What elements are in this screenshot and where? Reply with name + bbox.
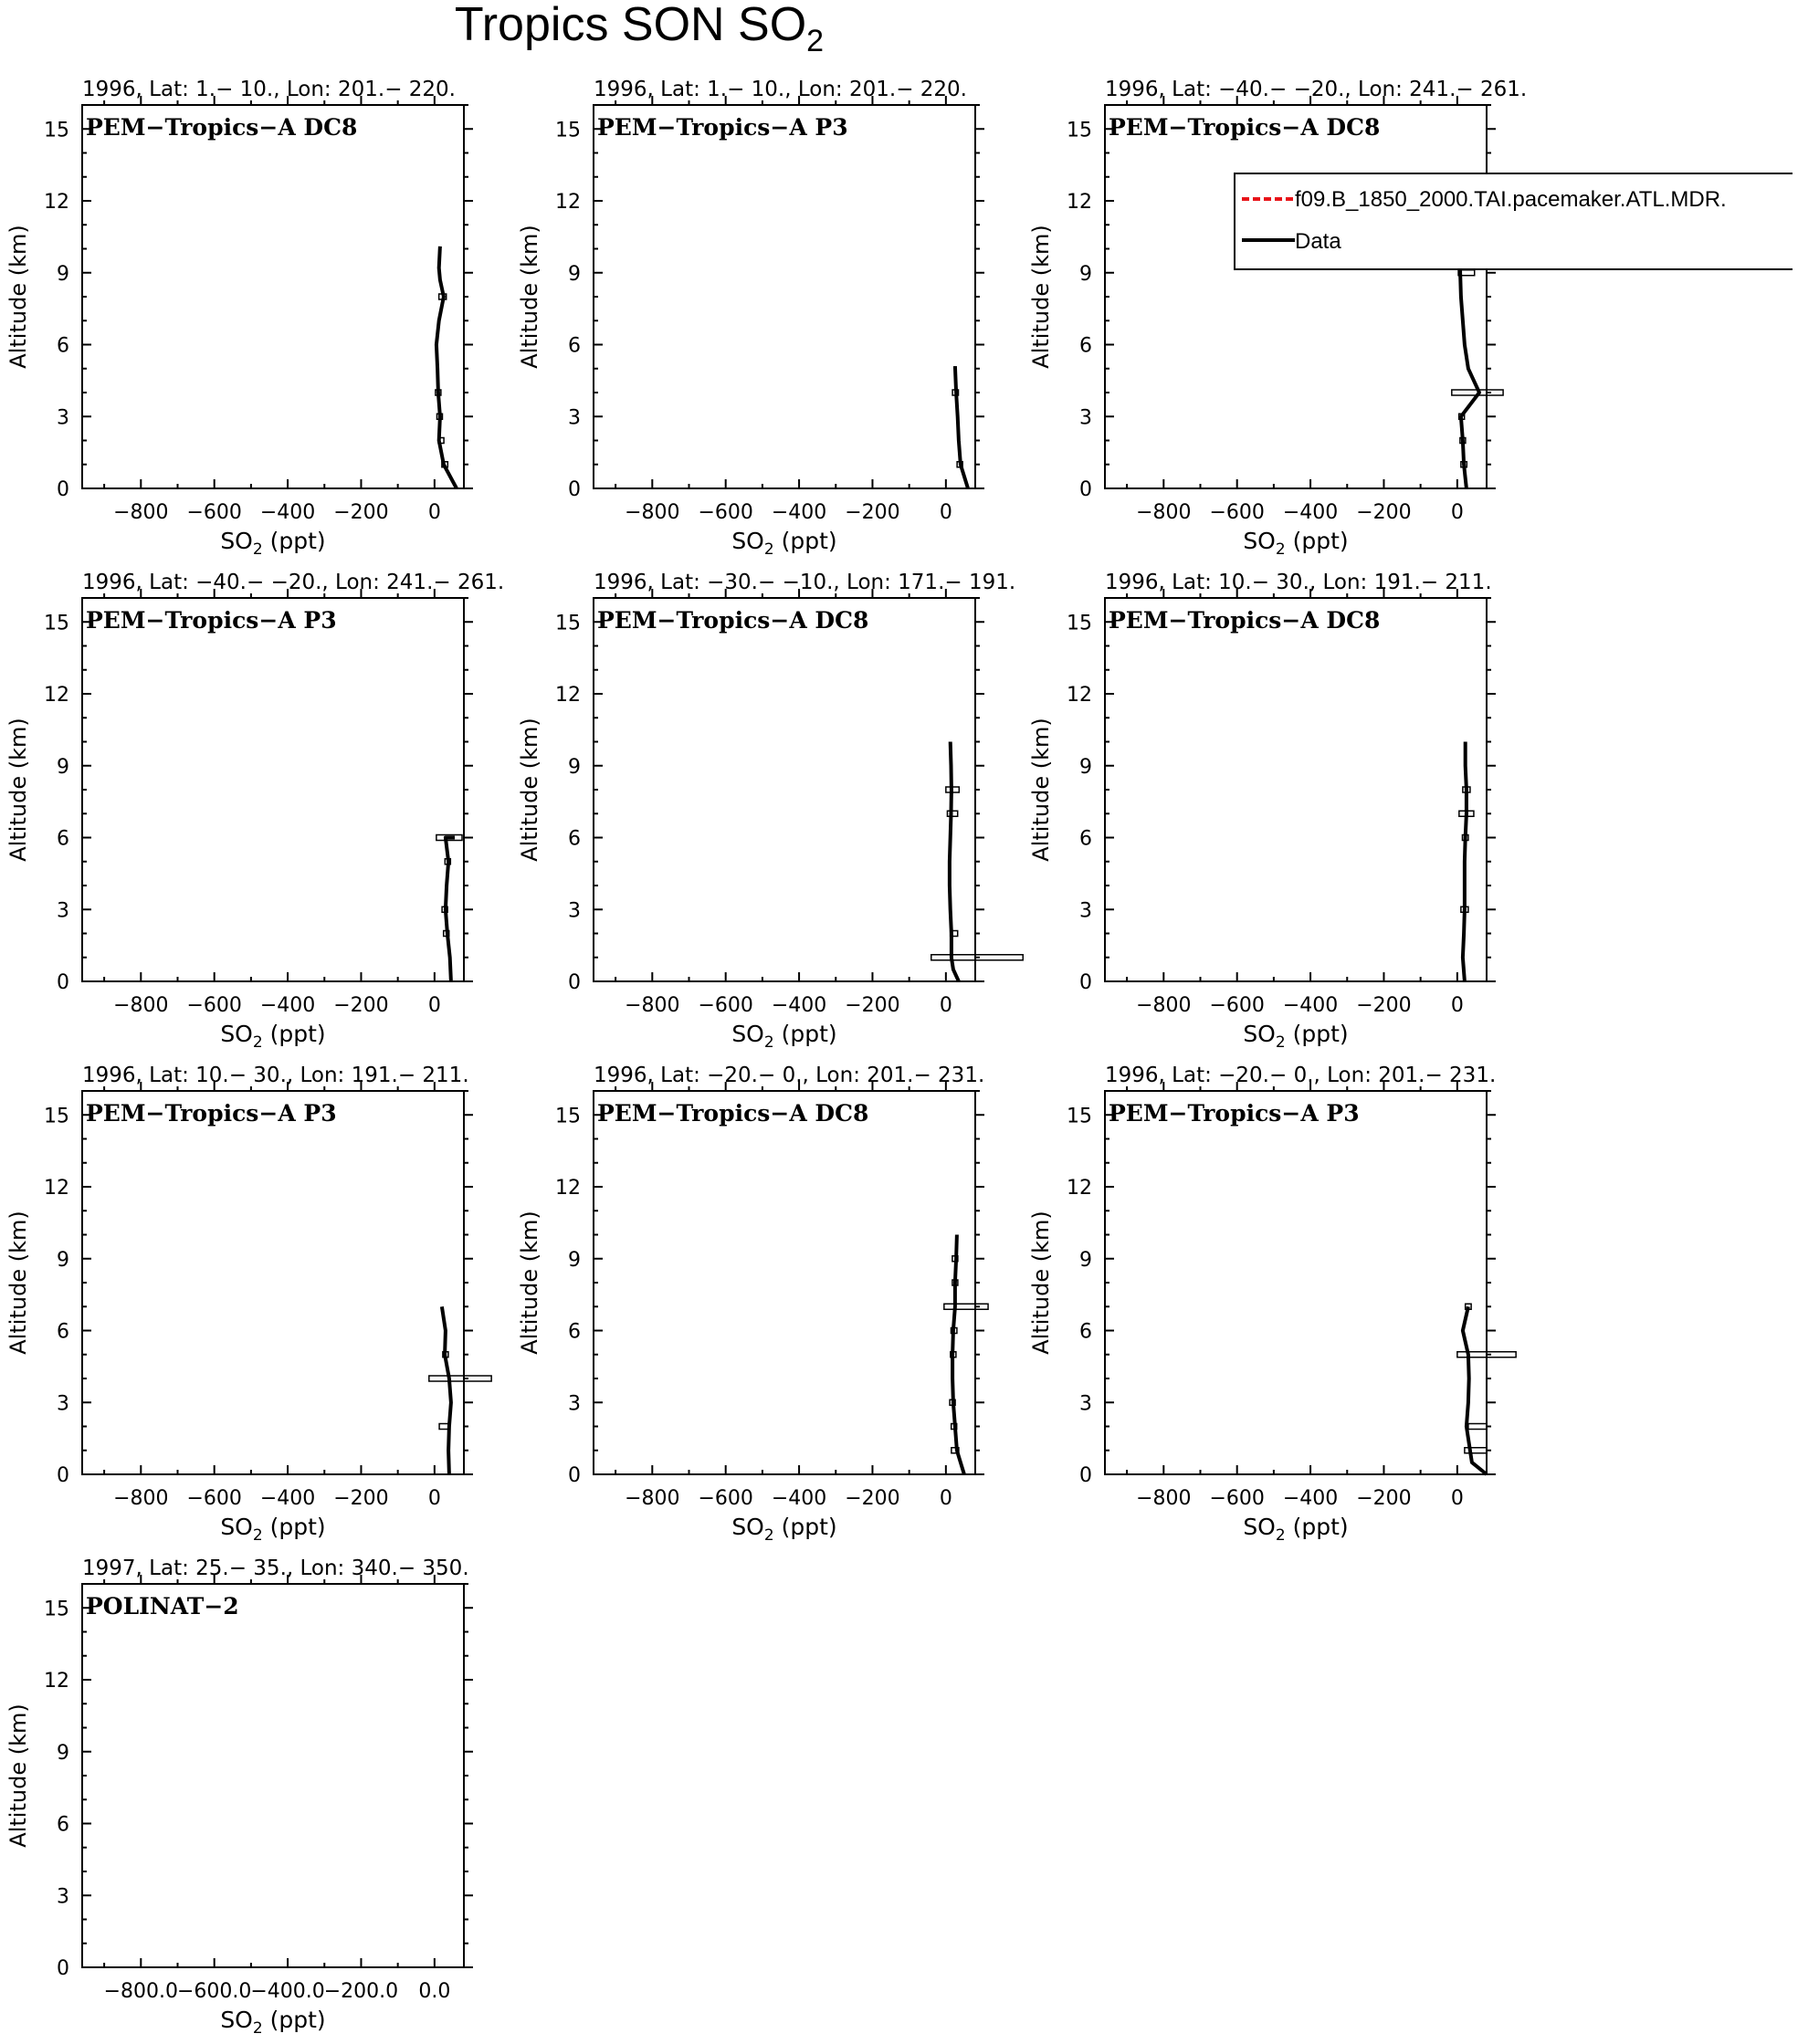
y-tick-label: 3 <box>1079 899 1092 923</box>
y-tick-label: 3 <box>57 406 69 430</box>
x-tick-label: −600 <box>698 1487 753 1510</box>
x-tick-label: −600 <box>186 994 242 1017</box>
x-tick-label: −800 <box>1136 994 1192 1017</box>
x-tick-label: −600 <box>1209 501 1265 524</box>
y-tick-label: 3 <box>57 1885 69 1909</box>
panel-9 <box>1028 1064 1516 1545</box>
y-tick-label: 0 <box>568 1464 581 1487</box>
y-tick-label: 15 <box>1067 612 1092 635</box>
x-tick-label: −600 <box>698 501 753 524</box>
x-tick-label: −800 <box>1136 1487 1192 1510</box>
x-tick-label: −200 <box>1356 994 1412 1017</box>
y-tick-label: 0 <box>57 1957 69 1980</box>
panel-header: 1996, Lat: −20.− 0., Lon: 201.− 231. <box>594 1064 985 1087</box>
x-tick-label: 0 <box>939 994 952 1017</box>
panel-header: 1997, Lat: 25.− 35., Lon: 340.− 350. <box>82 1557 469 1580</box>
y-tick-label: 12 <box>1067 684 1092 707</box>
x-tick-label: −400 <box>771 994 827 1017</box>
legend-entry-data: Data <box>1295 229 1341 254</box>
x-axis-label-subscript: 2 <box>252 1526 263 1545</box>
x-axis-label-unit: (ppt) <box>773 1021 837 1047</box>
x-tick-label: 0 <box>1450 501 1464 524</box>
x-axis-label-unit: (ppt) <box>262 2007 326 2033</box>
y-tick-label: 3 <box>1079 1392 1092 1416</box>
x-tick-label: −400 <box>259 1487 316 1510</box>
x-tick-label: −800 <box>113 501 169 524</box>
x-axis-label-main: SO <box>1243 528 1276 554</box>
x-tick-label: −600 <box>186 1487 242 1510</box>
panel-5 <box>517 571 1023 1052</box>
y-tick-label: 9 <box>1079 755 1092 779</box>
x-tick-label: −800 <box>113 1487 169 1510</box>
y-tick-label: 9 <box>568 1248 581 1272</box>
panel-1 <box>5 78 473 559</box>
x-axis-label-subscript: 2 <box>252 1033 263 1052</box>
panel-6 <box>1028 571 1496 1052</box>
x-tick-label: 0 <box>427 1487 441 1510</box>
data-profile-line <box>952 1235 964 1475</box>
x-axis-label-main: SO <box>731 1021 764 1047</box>
x-tick-label: 0 <box>1450 994 1464 1017</box>
data-profile-line <box>955 366 968 488</box>
panel-7 <box>5 1064 491 1545</box>
campaign-label: PEM−Tropics−A P3 <box>1109 1100 1360 1127</box>
y-tick-label: 3 <box>1079 406 1092 430</box>
x-tick-label: −400.0 <box>250 1980 325 2003</box>
data-profile-line <box>1459 249 1479 489</box>
y-tick-label: 12 <box>44 191 69 214</box>
y-tick-label: 12 <box>555 191 581 214</box>
x-tick-label: 0 <box>1450 1487 1464 1510</box>
x-tick-label: 0.0 <box>418 1980 451 2003</box>
y-tick-label: 15 <box>44 612 69 635</box>
campaign-label: POLINAT−2 <box>86 1593 239 1619</box>
x-tick-label: −200 <box>333 501 389 524</box>
y-tick-label: 6 <box>1079 1320 1092 1344</box>
panel-header: 1996, Lat: −30.− −10., Lon: 171.− 191. <box>594 571 1016 594</box>
plot-frame <box>82 598 464 981</box>
y-tick-label: 3 <box>57 1392 69 1416</box>
y-tick-label: 3 <box>568 899 581 923</box>
y-tick-label: 15 <box>44 119 69 142</box>
chart-title-subscript: 2 <box>806 24 825 58</box>
y-tick-label: 9 <box>57 755 69 779</box>
x-tick-label: −200 <box>1356 501 1412 524</box>
x-axis-label-subscript: 2 <box>1275 540 1286 559</box>
y-tick-label: 3 <box>568 1392 581 1416</box>
y-tick-label: 6 <box>57 1813 69 1837</box>
x-axis-label-subscript: 2 <box>763 1033 774 1052</box>
error-bar <box>944 1304 988 1309</box>
chart-title <box>455 0 824 58</box>
y-tick-label: 15 <box>555 1105 581 1128</box>
panel-header: 1996, Lat: 1.− 10., Lon: 201.− 220. <box>82 78 456 101</box>
x-axis-label-main: SO <box>731 528 764 554</box>
x-tick-label: −400 <box>1282 501 1339 524</box>
campaign-label: PEM−Tropics−A DC8 <box>1109 607 1381 634</box>
x-tick-label: −200 <box>845 1487 900 1510</box>
x-axis-label-main: SO <box>220 528 253 554</box>
y-tick-label: 15 <box>44 1105 69 1128</box>
panel-3 <box>1028 78 1527 559</box>
x-axis-label <box>220 528 325 559</box>
chart-title-main: Tropics SON SO <box>454 0 807 51</box>
data-profile-line <box>1463 742 1467 982</box>
campaign-label: PEM−Tropics−A P3 <box>86 1100 337 1127</box>
x-axis-label <box>731 528 836 559</box>
y-tick-label: 0 <box>1079 1464 1092 1487</box>
plot-frame <box>82 1091 464 1474</box>
y-axis-label: Altitude (km) <box>1028 1211 1054 1355</box>
y-axis-label: Altitude (km) <box>1028 718 1054 862</box>
panel-header: 1996, Lat: 10.− 30., Lon: 191.− 211. <box>82 1064 469 1087</box>
x-tick-label: −200 <box>845 501 900 524</box>
x-axis-label-main: SO <box>1243 1021 1276 1047</box>
x-axis-label-unit: (ppt) <box>1285 1514 1349 1540</box>
panel-header: 1996, Lat: −40.− −20., Lon: 241.− 261. <box>1105 78 1528 101</box>
y-tick-label: 0 <box>1079 971 1092 994</box>
plot-frame <box>594 1091 975 1474</box>
y-tick-label: 12 <box>44 1177 69 1200</box>
y-tick-label: 0 <box>57 971 69 994</box>
x-tick-label: −200.0 <box>323 1980 399 2003</box>
plot-frame <box>594 105 975 488</box>
x-tick-label: −400 <box>259 994 316 1017</box>
x-tick-label: −400 <box>259 501 316 524</box>
y-tick-label: 9 <box>568 755 581 779</box>
y-tick-label: 12 <box>555 684 581 707</box>
y-axis-label: Altitude (km) <box>5 1703 31 1848</box>
x-axis-label-subscript: 2 <box>763 1526 774 1545</box>
x-tick-label: −400 <box>771 1487 827 1510</box>
data-profile-line <box>950 742 959 982</box>
x-axis-label-main: SO <box>731 1514 764 1540</box>
panel-header: 1996, Lat: −20.− 0., Lon: 201.− 231. <box>1105 1064 1497 1087</box>
y-tick-label: 12 <box>44 684 69 707</box>
error-bar <box>439 1424 448 1430</box>
x-axis-label-subscript: 2 <box>252 2019 263 2038</box>
x-tick-label: −400 <box>1282 994 1339 1017</box>
x-tick-label: −400 <box>771 501 827 524</box>
plot-frame <box>82 105 464 488</box>
y-tick-label: 15 <box>555 119 581 142</box>
error-bar <box>429 1376 491 1381</box>
panel-10 <box>5 1557 473 2038</box>
y-tick-label: 0 <box>57 1464 69 1487</box>
x-axis-label-unit: (ppt) <box>773 528 837 554</box>
y-axis-label: Altitude (km) <box>5 225 31 369</box>
legend-entry-model: f09.B_1850_2000.TAI.pacemaker.ATL.MDR. <box>1295 187 1727 212</box>
y-axis-label: Altitude (km) <box>5 718 31 862</box>
data-profile-line <box>1463 1306 1487 1474</box>
y-tick-label: 9 <box>568 262 581 286</box>
panel-header: 1996, Lat: −40.− −20., Lon: 241.− 261. <box>82 571 505 594</box>
y-axis-label: Altitude (km) <box>517 1211 542 1355</box>
x-tick-label: −600 <box>186 501 242 524</box>
y-tick-label: 6 <box>57 827 69 851</box>
y-tick-label: 6 <box>57 1320 69 1344</box>
y-tick-label: 3 <box>568 406 581 430</box>
y-tick-label: 15 <box>1067 1105 1092 1128</box>
y-tick-label: 12 <box>1067 191 1092 214</box>
x-axis-label-unit: (ppt) <box>1285 1021 1349 1047</box>
x-axis-label <box>1243 1021 1348 1052</box>
error-bar <box>1465 1448 1487 1453</box>
y-tick-label: 9 <box>1079 262 1092 286</box>
y-tick-label: 6 <box>1079 334 1092 358</box>
y-tick-label: 9 <box>57 1741 69 1765</box>
y-axis-label: Altitude (km) <box>517 225 542 369</box>
y-tick-label: 6 <box>568 827 581 851</box>
x-axis-label-unit: (ppt) <box>262 1514 326 1540</box>
y-tick-label: 0 <box>568 478 581 501</box>
x-axis-label <box>1243 528 1348 559</box>
x-axis-label-main: SO <box>220 1514 253 1540</box>
x-axis-label-unit: (ppt) <box>1285 528 1349 554</box>
x-tick-label: −200 <box>845 994 900 1017</box>
plot-frame <box>1105 598 1487 981</box>
x-tick-label: −600.0 <box>176 1980 252 2003</box>
y-tick-label: 6 <box>57 334 69 358</box>
x-axis-label <box>731 1514 836 1545</box>
x-axis-label <box>220 2007 325 2038</box>
y-tick-label: 0 <box>568 971 581 994</box>
x-axis-label-unit: (ppt) <box>262 1021 326 1047</box>
y-tick-label: 6 <box>568 334 581 358</box>
campaign-label: PEM−Tropics−A DC8 <box>597 607 869 634</box>
x-tick-label: 0 <box>427 501 441 524</box>
campaign-label: PEM−Tropics−A P3 <box>597 114 848 141</box>
error-bar <box>1468 1424 1487 1430</box>
plot-frame <box>82 1584 464 1967</box>
plot-frame <box>594 598 975 981</box>
x-tick-label: −600 <box>1209 1487 1265 1510</box>
x-tick-label: −800 <box>625 1487 680 1510</box>
x-tick-label: −800 <box>1136 501 1192 524</box>
x-tick-label: −600 <box>698 994 753 1017</box>
plot-frame <box>1105 1091 1487 1474</box>
x-tick-label: −200 <box>1356 1487 1412 1510</box>
panel-4 <box>5 571 504 1052</box>
x-axis-label-subscript: 2 <box>252 540 263 559</box>
x-tick-label: 0 <box>427 994 441 1017</box>
x-axis-label-main: SO <box>1243 1514 1276 1540</box>
x-axis-label-subscript: 2 <box>1275 1526 1286 1545</box>
y-axis-label: Altitude (km) <box>1028 225 1054 369</box>
y-tick-label: 12 <box>555 1177 581 1200</box>
y-tick-label: 12 <box>44 1670 69 1693</box>
x-tick-label: −800.0 <box>103 1980 179 2003</box>
x-tick-label: −600 <box>1209 994 1265 1017</box>
y-tick-label: 3 <box>57 899 69 923</box>
y-tick-label: 6 <box>1079 827 1092 851</box>
x-tick-label: −400 <box>1282 1487 1339 1510</box>
x-axis-label-unit: (ppt) <box>773 1514 837 1540</box>
y-tick-label: 15 <box>1067 119 1092 142</box>
x-tick-label: −800 <box>625 994 680 1017</box>
x-axis-label <box>1243 1514 1348 1545</box>
x-axis-label-main: SO <box>220 2007 253 2033</box>
y-axis-label: Altitude (km) <box>517 718 542 862</box>
x-tick-label: −200 <box>333 1487 389 1510</box>
panel-8 <box>517 1064 988 1545</box>
x-axis-label-main: SO <box>220 1021 253 1047</box>
legend <box>1235 173 1793 269</box>
x-tick-label: −200 <box>333 994 389 1017</box>
x-axis-label <box>731 1021 836 1052</box>
x-axis-label-subscript: 2 <box>763 540 774 559</box>
data-profile-line <box>442 1306 451 1474</box>
campaign-label: PEM−Tropics−A P3 <box>86 607 337 634</box>
y-tick-label: 9 <box>57 262 69 286</box>
y-tick-label: 9 <box>57 1248 69 1272</box>
panel-2 <box>517 78 984 559</box>
plot-frame <box>1105 105 1487 488</box>
y-tick-label: 15 <box>44 1598 69 1621</box>
campaign-label: PEM−Tropics−A DC8 <box>597 1100 869 1127</box>
x-tick-label: 0 <box>939 1487 952 1510</box>
x-axis-label <box>220 1021 325 1052</box>
campaign-label: PEM−Tropics−A DC8 <box>86 114 358 141</box>
y-tick-label: 9 <box>1079 1248 1092 1272</box>
x-tick-label: 0 <box>939 501 952 524</box>
panel-header: 1996, Lat: 1.− 10., Lon: 201.− 220. <box>594 78 967 101</box>
y-tick-label: 0 <box>1079 478 1092 501</box>
campaign-label: PEM−Tropics−A DC8 <box>1109 114 1381 141</box>
panel-header: 1996, Lat: 10.− 30., Lon: 191.− 211. <box>1105 571 1492 594</box>
y-tick-label: 12 <box>1067 1177 1092 1200</box>
y-axis-label: Altitude (km) <box>5 1211 31 1355</box>
y-tick-label: 15 <box>555 612 581 635</box>
x-axis-label <box>220 1514 325 1545</box>
x-axis-label-unit: (ppt) <box>262 528 326 554</box>
data-profile-line <box>436 246 457 488</box>
x-axis-label-subscript: 2 <box>1275 1033 1286 1052</box>
y-tick-label: 0 <box>57 478 69 501</box>
y-tick-label: 6 <box>568 1320 581 1344</box>
x-tick-label: −800 <box>625 501 680 524</box>
x-tick-label: −800 <box>113 994 169 1017</box>
